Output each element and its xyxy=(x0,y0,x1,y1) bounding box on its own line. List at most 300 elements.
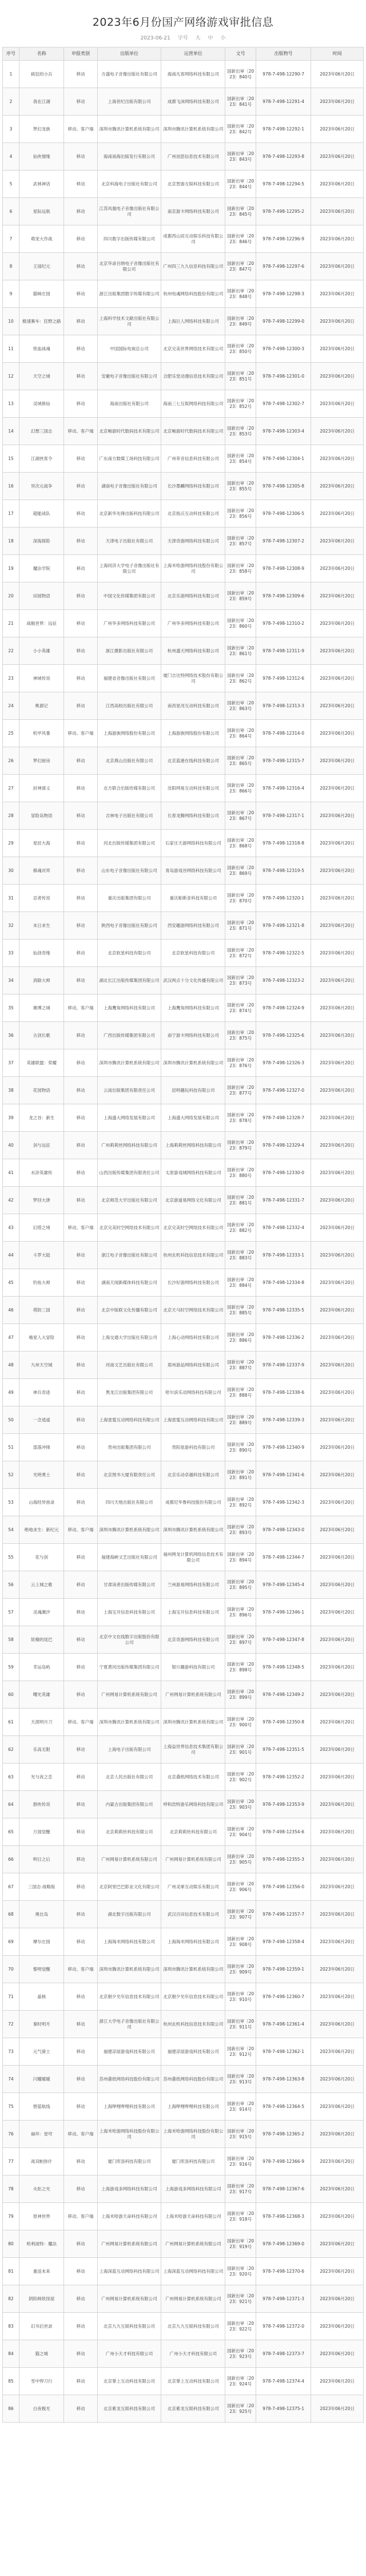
cell-index: 61 xyxy=(3,1709,19,1736)
cell-approval-number: 国新出审〔2023〕865号 xyxy=(225,747,256,775)
cell-index: 84 xyxy=(3,2340,19,2368)
cell-date: 2023年06月20日 xyxy=(311,1379,364,1406)
cell-publisher: 深圳市腾讯计算机系统有限公司 xyxy=(97,1709,161,1736)
cell-name: 铁血战魂 xyxy=(19,335,64,363)
cell-category: 移动 xyxy=(64,500,97,528)
cell-date: 2023年06月20日 xyxy=(311,1077,364,1104)
cell-index: 50 xyxy=(3,1406,19,1434)
table-row xyxy=(3,1818,364,1846)
cell-publication-number: 978-7-498-12319-5 xyxy=(256,857,311,885)
cell-operator: 广州菲音信息科技有限公司 xyxy=(161,445,225,473)
cell-publication-number: 978-7-498-12341-6 xyxy=(256,1461,311,1489)
cell-approval-number: 国新出审〔2023〕925号 xyxy=(225,2395,256,2423)
cell-index: 64 xyxy=(3,1791,19,1818)
cell-name: 极速赛车：狂野之路 xyxy=(19,308,64,335)
cell-name: 江湖侠客令 xyxy=(19,445,64,473)
cell-operator: 杭州玄机科技信息技术有限公司 xyxy=(161,1242,225,1269)
cell-approval-number: 国新出审〔2023〕909号 xyxy=(225,1956,256,1983)
cell-publisher: 四川天地出版社有限公司 xyxy=(97,1489,161,1516)
cell-name: 梦幻厨房 xyxy=(19,747,64,775)
cell-name: 星辰大海 xyxy=(19,830,64,857)
cell-date: 2023年06月20日 xyxy=(311,171,364,198)
cell-category: 移动 xyxy=(64,1187,97,1214)
cell-approval-number: 国新出审〔2023〕881号 xyxy=(225,1187,256,1214)
cell-category: 移动 xyxy=(64,582,97,610)
cell-operator: 兰州游易网络科技有限公司 xyxy=(161,1571,225,1599)
cell-publisher: 北京紫龙互娱科技有限公司 xyxy=(97,2395,161,2423)
cell-date: 2023年06月20日 xyxy=(311,2066,364,2093)
table-row xyxy=(3,88,364,116)
cell-index: 78 xyxy=(3,2175,19,2203)
table-row xyxy=(3,61,364,88)
cell-category: 移动 xyxy=(64,1489,97,1516)
cell-approval-number: 国新出审〔2023〕855号 xyxy=(225,473,256,500)
cell-date: 2023年06月20日 xyxy=(311,1599,364,1626)
cell-index: 74 xyxy=(3,2066,19,2093)
cell-approval-number: 国新出审〔2023〕919号 xyxy=(225,2230,256,2258)
cell-category: 移动 xyxy=(64,1846,97,1873)
cell-operator: 北京游道易网络文化有限公司 xyxy=(161,1187,225,1214)
cell-approval-number: 国新出审〔2023〕913号 xyxy=(225,2066,256,2093)
cell-approval-number: 国新出审〔2023〕893号 xyxy=(225,1516,256,1544)
table-row xyxy=(3,2340,364,2368)
cell-index: 39 xyxy=(3,1104,19,1132)
font-size-large-button[interactable]: 大 xyxy=(195,35,201,41)
cell-index: 36 xyxy=(3,1022,19,1049)
cell-approval-number: 国新出审〔2023〕854号 xyxy=(225,445,256,473)
cell-approval-number: 国新出审〔2023〕889号 xyxy=(225,1406,256,1434)
cell-category: 移动 xyxy=(64,1159,97,1187)
cell-name: 花园物语 xyxy=(19,1077,64,1104)
cell-category: 移动 xyxy=(64,445,97,473)
cell-publication-number: 978-7-498-12302-7 xyxy=(256,390,311,418)
cell-name: 梦幻龙族 xyxy=(19,116,64,143)
cell-operator: 哈尔滨乐动网络科技有限公司 xyxy=(161,1379,225,1406)
cell-publication-number: 978-7-498-12362-1 xyxy=(256,2038,311,2066)
cell-operator: 呼和浩特游乐网络科技有限公司 xyxy=(161,1791,225,1818)
cell-operator: 上海盛大网络发展有限公司 xyxy=(161,1104,225,1132)
cell-approval-number: 国新出审〔2023〕897号 xyxy=(225,1626,256,1654)
cell-name: 消除大师 xyxy=(19,967,64,994)
cell-approval-number: 国新出审〔2023〕851号 xyxy=(225,363,256,390)
header-publication-number: 出版物号 xyxy=(256,47,311,61)
cell-approval-number: 国新出审〔2023〕858号 xyxy=(225,555,256,582)
cell-date: 2023年06月20日 xyxy=(311,885,364,912)
cell-category: 移动 xyxy=(64,1791,97,1818)
cell-publisher: 北京朝夕光年信息技术有限公司 xyxy=(97,1983,161,2011)
cell-category: 移动、客户端 xyxy=(64,2121,97,2148)
table-row xyxy=(3,1709,364,1736)
cell-date: 2023年06月20日 xyxy=(311,967,364,994)
font-size-small-button[interactable]: 小 xyxy=(220,35,226,41)
cell-approval-number: 国新出审〔2023〕867号 xyxy=(225,802,256,830)
cell-publication-number: 978-7-498-12297-6 xyxy=(256,253,311,280)
cell-operator: 上海米哈游网络科技股份有限公司 xyxy=(161,555,225,582)
cell-approval-number: 国新出审〔2023〕871号 xyxy=(225,912,256,940)
cell-date: 2023年06月20日 xyxy=(311,610,364,637)
cell-publisher: 湖南天闻新媒体科技有限公司 xyxy=(97,1269,161,1297)
font-size-medium-button[interactable]: 中 xyxy=(208,35,213,41)
cell-index: 83 xyxy=(3,2313,19,2340)
cell-operator: 深圳市腾讯计算机系统有限公司 xyxy=(161,1709,225,1736)
cell-publisher: 浙江大学电子音像出版社有限公司 xyxy=(97,2011,161,2038)
cell-operator: 北京天马时空网络技术有限公司 xyxy=(161,1297,225,1324)
cell-approval-number: 国新出审〔2023〕841号 xyxy=(225,88,256,116)
cell-index: 53 xyxy=(3,1489,19,1516)
cell-publisher: 上海游戏多网络科技有限公司 xyxy=(97,2175,161,2203)
cell-date: 2023年06月20日 xyxy=(311,1654,364,1681)
cell-approval-number: 国新出审〔2023〕862号 xyxy=(225,665,256,692)
cell-publication-number: 978-7-498-12296-9 xyxy=(256,225,311,253)
cell-category: 移动 xyxy=(64,1352,97,1379)
table-row xyxy=(3,1297,364,1324)
cell-date: 2023年06月20日 xyxy=(311,830,364,857)
table-row xyxy=(3,1049,364,1077)
cell-publisher: 福建凉屋游戏科技有限公司 xyxy=(97,2038,161,2066)
cell-operator: 深圳市腾讯计算机系统有限公司 xyxy=(161,116,225,143)
cell-publication-number: 978-7-498-12304-1 xyxy=(256,445,311,473)
cell-operator: 广州华多网络科技有限公司 xyxy=(161,610,225,637)
cell-index: 21 xyxy=(3,610,19,637)
cell-publisher: 北京燕山出版社有限公司 xyxy=(97,747,161,775)
cell-index: 14 xyxy=(3,418,19,445)
cell-index: 48 xyxy=(3,1352,19,1379)
cell-publication-number: 978-7-498-12346-1 xyxy=(256,1599,311,1626)
cell-date: 2023年06月20日 xyxy=(311,665,364,692)
cell-name: 云上城之歌 xyxy=(19,1571,64,1599)
cell-publisher: 北京中版联文化传播有限公司 xyxy=(97,1297,161,1324)
cell-name: 光明勇士 xyxy=(19,1461,64,1489)
cell-category: 移动 xyxy=(64,2175,97,2203)
cell-operator: 昆明趣玩科技有限公司 xyxy=(161,1077,225,1104)
cell-index: 56 xyxy=(3,1571,19,1599)
table-row xyxy=(3,198,364,225)
cell-date: 2023年06月20日 xyxy=(311,1983,364,2011)
cell-date: 2023年06月20日 xyxy=(311,1297,364,1324)
cell-index: 25 xyxy=(3,720,19,747)
table-row xyxy=(3,2148,364,2175)
cell-operator: 银川趣游科技有限公司 xyxy=(161,1654,225,1681)
cell-publisher: 北京软星科技有限公司 xyxy=(97,940,161,967)
cell-category: 移动 xyxy=(64,1297,97,1324)
cell-index: 13 xyxy=(3,390,19,418)
cell-publisher: 湖北数字出版有限公司 xyxy=(97,1901,161,1928)
cell-operator: 上海宝开信息科技有限公司 xyxy=(161,1599,225,1626)
header-approval-number: 文号 xyxy=(225,47,256,61)
cell-name: 仙侠情缘 xyxy=(19,143,64,171)
cell-publisher: 黑龙江出版集团有限公司 xyxy=(97,1379,161,1406)
cell-operator: 上海益世界信息技术集团有限公司 xyxy=(161,1736,225,1763)
cell-operator: 长沙好游网络科技有限公司 xyxy=(161,1269,225,1297)
cell-name: 深海探险 xyxy=(19,528,64,555)
cell-date: 2023年06月20日 xyxy=(311,2285,364,2313)
cell-approval-number: 国新出审〔2023〕898号 xyxy=(225,1654,256,1681)
cell-operator: 上海莉莉丝网络科技有限公司 xyxy=(161,1132,225,1159)
cell-publication-number: 978-7-498-12306-5 xyxy=(256,500,311,528)
cell-index: 4 xyxy=(3,143,19,171)
cell-index: 73 xyxy=(3,2038,19,2066)
table-row xyxy=(3,1544,364,1571)
cell-publisher: 山西出版传媒集团有限责任公司 xyxy=(97,1159,161,1187)
cell-date: 2023年06月20日 xyxy=(311,473,364,500)
cell-category: 移动 xyxy=(64,967,97,994)
cell-name: 幻塔之境 xyxy=(19,1214,64,1242)
cell-publication-number: 978-7-498-12357-7 xyxy=(256,1901,311,1928)
cell-index: 80 xyxy=(3,2230,19,2258)
table-row xyxy=(3,692,364,720)
cell-index: 11 xyxy=(3,335,19,363)
cell-category: 移动 xyxy=(64,2038,97,2066)
table-row xyxy=(3,610,364,637)
cell-publication-number: 978-7-498-12330-0 xyxy=(256,1159,311,1187)
cell-index: 32 xyxy=(3,912,19,940)
cell-publisher: 北京人民出版社有限公司 xyxy=(97,1763,161,1791)
cell-approval-number: 国新出审〔2023〕912号 xyxy=(225,2038,256,2066)
table-row xyxy=(3,1489,364,1516)
cell-date: 2023年06月20日 xyxy=(311,1352,364,1379)
cell-publisher: 海南南海出版发行有限公司 xyxy=(97,143,161,171)
cell-publisher: 上海宝开信息科技有限公司 xyxy=(97,1599,161,1626)
cell-name: 英雄联盟：荣耀 xyxy=(19,1049,64,1077)
cell-date: 2023年06月20日 xyxy=(311,1846,364,1873)
cell-index: 12 xyxy=(3,363,19,390)
cell-publication-number: 978-7-498-12322-5 xyxy=(256,940,311,967)
table-row xyxy=(3,2368,364,2395)
cell-publisher: 北京科海电子出版社有限公司 xyxy=(97,171,161,198)
table-row xyxy=(3,1324,364,1352)
cell-category: 移动 xyxy=(64,555,97,582)
cell-publication-number: 978-7-498-12313-3 xyxy=(256,692,311,720)
cell-operator: 北京蓝港在线科技有限公司 xyxy=(161,747,225,775)
cell-operator: 广州小天才科技有限公司 xyxy=(161,2340,225,2368)
cell-name: 冒险岛物语 xyxy=(19,802,64,830)
cell-publication-number: 978-7-498-12337-9 xyxy=(256,1352,311,1379)
cell-index: 1 xyxy=(3,61,19,88)
cell-index: 51 xyxy=(3,1434,19,1461)
cell-publisher: 广西出版传媒集团有限公司 xyxy=(97,1022,161,1049)
cell-publisher: 北京畅游时代数码技术有限公司 xyxy=(97,418,161,445)
cell-approval-number: 国新出审〔2023〕922号 xyxy=(225,2313,256,2340)
cell-operator: 广州灵犀互动娱乐有限公司 xyxy=(161,1873,225,1901)
cell-approval-number: 国新出审〔2023〕845号 xyxy=(225,198,256,225)
cell-date: 2023年06月20日 xyxy=(311,225,364,253)
cell-publisher: 上海米哈游网络科技股份有限公司 xyxy=(97,2121,161,2148)
cell-publication-number: 978-7-498-12331-7 xyxy=(256,1187,311,1214)
cell-name: 群侠传说 xyxy=(19,1791,64,1818)
cell-index: 46 xyxy=(3,1297,19,1324)
cell-date: 2023年06月20日 xyxy=(311,1461,364,1489)
article-meta xyxy=(0,34,366,41)
cell-category: 移动、客户端 xyxy=(64,1214,97,1242)
cell-category: 移动 xyxy=(64,88,97,116)
cell-date: 2023年06月20日 xyxy=(311,253,364,280)
page xyxy=(0,14,366,2423)
table-row xyxy=(3,1873,364,1901)
header-publisher: 出版单位 xyxy=(97,47,161,61)
cell-publication-number: 978-7-498-12309-6 xyxy=(256,582,311,610)
cell-publication-number: 978-7-498-12356-0 xyxy=(256,1873,311,1901)
cell-category: 移动、客户端 xyxy=(64,116,97,143)
table-row xyxy=(3,2313,364,2340)
cell-index: 22 xyxy=(3,637,19,665)
table-row xyxy=(3,1599,364,1626)
table-row xyxy=(3,1983,364,2011)
table-row xyxy=(3,2038,364,2066)
cell-date: 2023年06月20日 xyxy=(311,1132,364,1159)
cell-category: 移动 xyxy=(64,2093,97,2121)
cell-index: 33 xyxy=(3,940,19,967)
table-row xyxy=(3,775,364,802)
table-row xyxy=(3,500,364,528)
cell-publisher: 内蒙古出版集团有限公司 xyxy=(97,1791,161,1818)
table-row xyxy=(3,1132,364,1159)
cell-operator: 北京叠纸网络技术有限公司 xyxy=(161,1763,225,1791)
publish-date: 2023-06-21 xyxy=(140,35,170,41)
cell-publication-number: 978-7-498-12365-2 xyxy=(256,2121,311,2148)
table-row xyxy=(3,363,364,390)
cell-category: 移动 xyxy=(64,2368,97,2395)
cell-publication-number: 978-7-498-12325-6 xyxy=(256,1022,311,1049)
cell-approval-number: 国新出审〔2023〕864号 xyxy=(225,720,256,747)
cell-date: 2023年06月20日 xyxy=(311,61,364,88)
cell-date: 2023年06月20日 xyxy=(311,308,364,335)
cell-date: 2023年06月20日 xyxy=(311,1928,364,1956)
cell-operator: 杭州玄机科技信息技术有限公司 xyxy=(161,2011,225,2038)
cell-name: 战舰世界：远征 xyxy=(19,610,64,637)
cell-publication-number: 978-7-498-12316-4 xyxy=(256,775,311,802)
cell-publisher: 上海交通大学出版社有限公司 xyxy=(97,1324,161,1352)
cell-category: 移动 xyxy=(64,2313,97,2340)
cell-category: 移动 xyxy=(64,61,97,88)
cell-category: 移动 xyxy=(64,1049,97,1077)
cell-category: 移动 xyxy=(64,1077,97,1104)
cell-date: 2023年06月20日 xyxy=(311,1626,364,1654)
cell-name: 哈利波特：魔法 xyxy=(19,2230,64,2258)
cell-operator: 厦门库洛科技有限公司 xyxy=(161,2148,225,2175)
cell-index: 75 xyxy=(3,2093,19,2121)
cell-index: 34 xyxy=(3,967,19,994)
cell-publication-number: 978-7-498-12299-0 xyxy=(256,308,311,335)
cell-approval-number: 国新出审〔2023〕915号 xyxy=(225,2121,256,2148)
cell-category: 移动 xyxy=(64,1818,97,1846)
cell-category: 移动 xyxy=(64,2230,97,2258)
cell-name: 妖精的尾巴 xyxy=(19,1626,64,1654)
cell-date: 2023年06月20日 xyxy=(311,582,364,610)
cell-publisher: 上海鹰角网络科技有限公司 xyxy=(97,994,161,1022)
cell-publisher: 北京华录百纳电子音像出版社有限公司 xyxy=(97,253,161,280)
cell-category: 移动、客户端 xyxy=(64,994,97,1022)
cell-date: 2023年06月20日 xyxy=(311,692,364,720)
cell-publication-number: 978-7-498-12342-3 xyxy=(256,1489,311,1516)
cell-index: 57 xyxy=(3,1599,19,1626)
cell-date: 2023年06月20日 xyxy=(311,1242,364,1269)
cell-publication-number: 978-7-498-12293-8 xyxy=(256,143,311,171)
cell-index: 86 xyxy=(3,2395,19,2423)
cell-approval-number: 国新出审〔2023〕843号 xyxy=(225,143,256,171)
table-header-row xyxy=(3,47,364,61)
cell-date: 2023年06月20日 xyxy=(311,1571,364,1599)
cell-operator: 广州网易计算机系统有限公司 xyxy=(161,1681,225,1709)
cell-category: 移动 xyxy=(64,1654,97,1681)
cell-approval-number: 国新出审〔2023〕918号 xyxy=(225,2203,256,2230)
cell-approval-number: 国新出审〔2023〕921号 xyxy=(225,2285,256,2313)
cell-index: 3 xyxy=(3,116,19,143)
cell-category: 移动、客户端 xyxy=(64,1709,97,1736)
cell-operator: 北京完美世界网络技术有限公司 xyxy=(161,335,225,363)
cell-date: 2023年06月20日 xyxy=(311,1489,364,1516)
cell-category: 移动 xyxy=(64,143,97,171)
cell-date: 2023年06月20日 xyxy=(311,555,364,582)
cell-category: 移动 xyxy=(64,1626,97,1654)
cell-approval-number: 国新出审〔2023〕884号 xyxy=(225,1269,256,1297)
cell-approval-number: 国新出审〔2023〕904号 xyxy=(225,1818,256,1846)
cell-name: 雪中悍刀行 xyxy=(19,2368,64,2395)
cell-name: 火炬之光 xyxy=(19,2175,64,2203)
cell-publisher: 厦门库洛科技有限公司 xyxy=(97,2148,161,2175)
cell-approval-number: 国新出审〔2023〕856号 xyxy=(225,500,256,528)
cell-category: 移动 xyxy=(64,198,97,225)
cell-name: 猫咪庄园 xyxy=(19,280,64,308)
cell-operator: 天津奇游网络科技有限公司 xyxy=(161,528,225,555)
cell-approval-number: 国新出审〔2023〕874号 xyxy=(225,994,256,1022)
cell-date: 2023年06月20日 xyxy=(311,198,364,225)
cell-publisher: 广州华多网络科技有限公司 xyxy=(97,610,161,637)
cell-publication-number: 978-7-498-12338-6 xyxy=(256,1379,311,1406)
cell-date: 2023年06月20日 xyxy=(311,445,364,473)
header-operator: 运营单位 xyxy=(161,47,225,61)
cell-publication-number: 978-7-498-12291-4 xyxy=(256,88,311,116)
cell-name: 封神演义 xyxy=(19,775,64,802)
cell-name: 重返未来 xyxy=(19,2258,64,2285)
cell-index: 66 xyxy=(3,1846,19,1873)
cell-category: 移动 xyxy=(64,253,97,280)
cell-index: 24 xyxy=(3,692,19,720)
cell-date: 2023年06月20日 xyxy=(311,1736,364,1763)
cell-index: 40 xyxy=(3,1132,19,1159)
cell-operator: 北京掌上互动科技有限公司 xyxy=(161,2368,225,2395)
cell-category: 移动 xyxy=(64,692,97,720)
cell-approval-number: 国新出审〔2023〕902号 xyxy=(225,1763,256,1791)
cell-publisher: 北京中文在线数字出版股份有限公司 xyxy=(97,1626,161,1654)
cell-publication-number: 978-7-498-12352-2 xyxy=(256,1763,311,1791)
cell-category: 移动 xyxy=(64,1406,97,1434)
cell-operator: 北京畅游时代数码技术有限公司 xyxy=(161,418,225,445)
cell-publisher: 吉林电子出版社有限公司 xyxy=(97,802,161,830)
cell-operator: 沈阳网易互动科技有限公司 xyxy=(161,775,225,802)
table-row xyxy=(3,225,364,253)
table-row xyxy=(3,1791,364,1818)
cell-date: 2023年06月20日 xyxy=(311,940,364,967)
cell-publisher: 山东电子音像出版社有限公司 xyxy=(97,857,161,885)
cell-name: 塔防三国 xyxy=(19,1297,64,1324)
cell-category: 移动 xyxy=(64,1461,97,1489)
cell-name: 灵魂潮汐 xyxy=(19,1599,64,1626)
cell-approval-number: 国新出审〔2023〕906号 xyxy=(225,1873,256,1901)
cell-index: 43 xyxy=(3,1214,19,1242)
cell-publisher: 广州小天才科技有限公司 xyxy=(97,2340,161,2368)
cell-approval-number: 国新出审〔2023〕888号 xyxy=(225,1379,256,1406)
cell-approval-number: 国新出审〔2023〕882号 xyxy=(225,1214,256,1242)
cell-category: 移动 xyxy=(64,637,97,665)
approval-table xyxy=(2,47,364,2423)
cell-approval-number: 国新出审〔2023〕852号 xyxy=(225,390,256,418)
cell-approval-number: 国新出审〔2023〕870号 xyxy=(225,885,256,912)
cell-name: 王国纪元 xyxy=(19,253,64,280)
cell-name: 幸运岛屿 xyxy=(19,1654,64,1681)
cell-approval-number: 国新出审〔2023〕907号 xyxy=(225,1901,256,1928)
table-row xyxy=(3,171,364,198)
cell-approval-number: 国新出审〔2023〕879号 xyxy=(225,1132,256,1159)
